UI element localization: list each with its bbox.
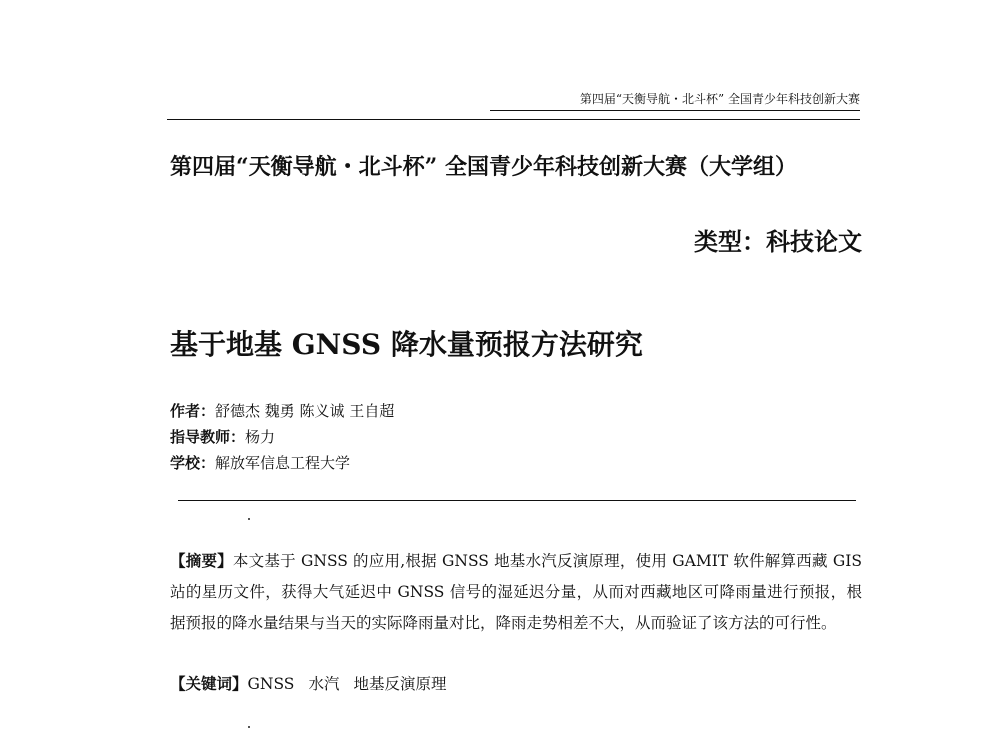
section-divider (178, 500, 856, 501)
paper-type: 类型：科技论文 (694, 227, 862, 256)
advisor-label: 指导教师： (170, 428, 246, 446)
school-name: 解放军信息工程大学 (215, 454, 351, 472)
abstract-text: 本文基于 GNSS 的应用,根据 GNSS 地基水汽反演原理，使用 GAMIT 软件解算西藏 GIS 站的星历文件，获得大气延迟中 GNSS 信号的湿延迟分量，从而对西藏地区可降雨量进行预报，根据预报的降水量结果与当天的实际降雨量对比，降雨走势相差不大，从而验证了该方法的可行性。 (170, 552, 862, 632)
school-line (170, 450, 670, 476)
authors-names: 舒德杰 魏勇 陈义诚 王自超 (215, 402, 395, 420)
authors-line (170, 398, 670, 424)
advisor-name: 杨力 (245, 428, 276, 446)
abstract-label: 【摘要】 (170, 551, 233, 570)
scan-speck (248, 726, 250, 728)
header-rule (167, 119, 860, 120)
school-label: 学校： (170, 454, 216, 472)
advisor-line (170, 424, 670, 450)
running-header: 第四届“天衡导航・北斗杯” 全国青少年科技创新大赛 (490, 90, 860, 111)
abstract-paragraph (170, 545, 862, 639)
keyword-item: GNSS (247, 675, 295, 693)
scan-speck (248, 518, 250, 520)
keyword-item: 地基反演原理 (353, 675, 447, 693)
paper-title: 基于地基 GNSS 降水量预报方法研究 (170, 328, 643, 361)
authors-label: 作者： (170, 402, 216, 420)
author-info (170, 398, 670, 476)
competition-title: 第四届“天衡导航・北斗杯” 全国青少年科技创新大赛（大学组） (170, 154, 797, 180)
keyword-item: 水汽 (308, 675, 340, 693)
keywords-line (170, 672, 862, 694)
keywords-label: 【关键词】 (170, 674, 248, 693)
